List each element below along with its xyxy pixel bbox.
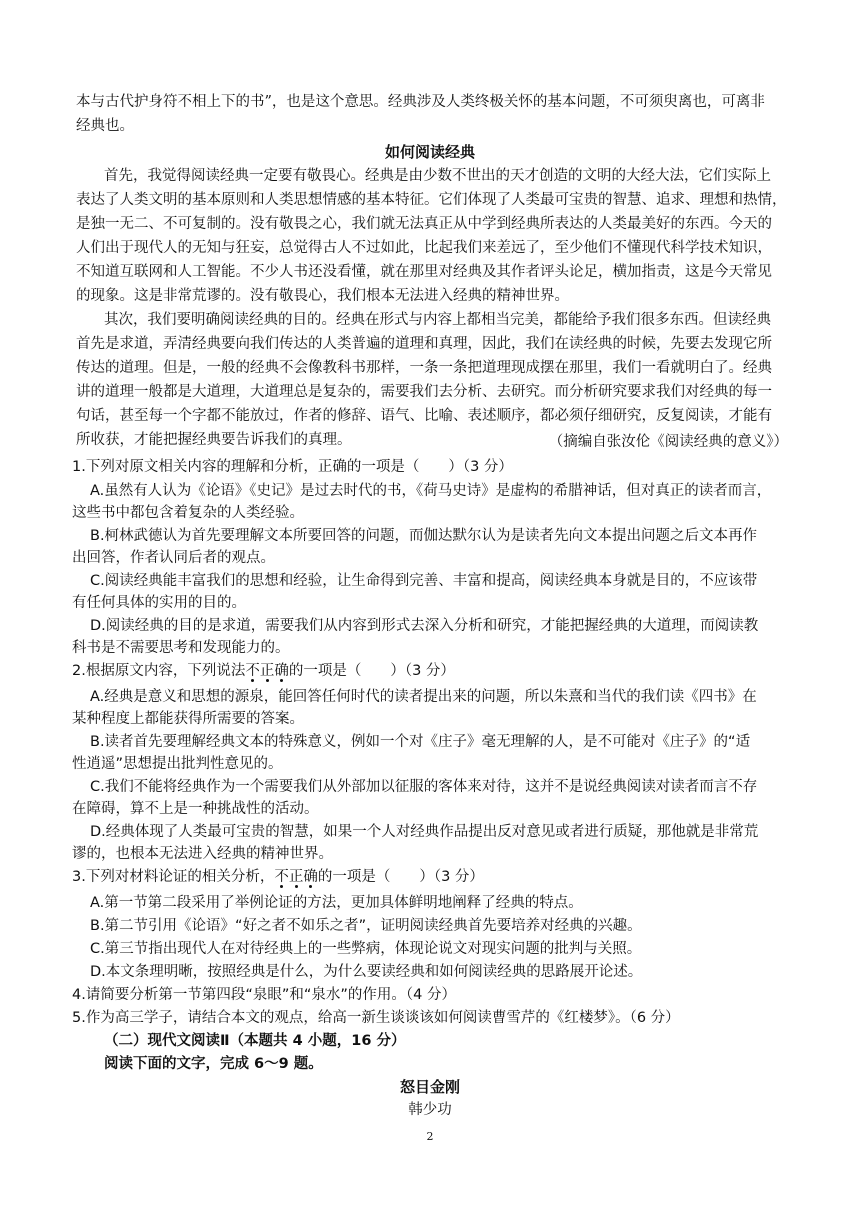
question-2-option-a: A.经典是意义和思想的源泉，能回答任何时代的读者提出来的问题，所以朱熹和当代的我们读《四书》在 [90, 689, 757, 705]
emphasis-dot: 不 [245, 663, 260, 679]
part2-instruction: 阅读下面的文字，完成 6～9 题。 [104, 1056, 323, 1072]
para1-line-1: 首先，我觉得阅读经典一定要有敬畏心。经典是由少数不世出的天才创造的文明的大经大法，它们实际上 [104, 168, 771, 184]
para1-line-5: 不知道互联网和人工智能。不少人书还没看懂，就在那里对经典及其作者评头论足，横加指责，这是今天常见 [76, 264, 772, 280]
intro-line-2: 经典也。 [76, 118, 134, 134]
question-1-option-d-cont: 科书是不需要思考和发现能力的。 [72, 640, 290, 656]
story-author: 韩少功 [408, 1102, 452, 1118]
source-citation: （摘编自张汝伦《阅读经典的意义》） [548, 434, 788, 450]
question-3-option-b: B.第二节引用《论语》“好之者不如乐之者”，证明阅读经典首先要培养对经典的兴趣。 [90, 918, 642, 934]
question-2-option-d: D.经典体现了人类最可宝贵的智慧，如果一个人对经典作品提出反对意见或者进行质疑，那他就是非常荒 [90, 824, 759, 840]
question-3-option-d: D.本文条理明晰，按照经典是什么，为什么要读经典和如何阅读经典的思路展开论述。 [90, 964, 643, 980]
para1-line-6: 的现象。这是非常荒谬的。没有敬畏心，我们根本无法进入经典的精神世界。 [76, 288, 569, 304]
question-2-option-a-cont: 某种程度上都能获得所需要的答案。 [72, 711, 304, 727]
story-title: 怒目金刚 [399, 1078, 460, 1096]
emphasis-dot: 正 [288, 869, 304, 885]
para2-line-4: 讲的道理一般都是大道理，大道理总是复杂的，需要我们去分析、去研究。而分析研究要求我们对经典的每一 [76, 384, 772, 400]
question-2-option-b-cont: 性逍遥”思想提出批判性意见的。 [72, 756, 283, 772]
question-1-option-c-cont: 有任何具体的实用的目的。 [72, 595, 246, 611]
para2-line-1: 其次，我们要明确阅读经典的目的。经典在形式与内容上都相当完美，都能给予我们很多东西。但读经典 [104, 312, 771, 328]
para2-line-6: 所收获，才能把握经典要告诉我们的真理。 [76, 432, 352, 448]
page-number: 2 [426, 1130, 434, 1143]
question-1-option-a-cont: 这些书中都包含着复杂的人类经验。 [72, 505, 304, 521]
question-1-option-b: B.柯林武德认为首先要理解文本所要回答的问题，而伽达默尔认为是读者先向文本提出问题之后文本再作 [90, 528, 758, 544]
emphasis-dot: 确 [303, 869, 318, 885]
question-3-stem: 3.下列对材料论证的相关分析，不正确的一项是（ ）（3 分） [72, 869, 484, 885]
question-1-stem: 1.下列对原文相关内容的理解和分析，正确的一项是（ ）（3 分） [72, 459, 513, 475]
question-1-option-b-cont: 出回答，作者认同后者的观点。 [72, 550, 275, 566]
question-3-option-a: A.第一节第二段采用了举例论证的方法，更加具体鲜明地阐释了经典的特点。 [90, 895, 583, 911]
question-2-option-d-cont: 谬的，也根本无法进入经典的精神世界。 [72, 846, 333, 862]
emphasis-dot: 正 [259, 663, 275, 679]
para2-line-5: 句话，甚至每一个字都不能放过，作者的修辞、语气、比喻、表述顺序，都必须仔细研究，反复阅读，才能有 [76, 408, 772, 424]
question-1-option-c: C.阅读经典能丰富我们的思想和经验，让生命得到完善、丰富和提高，阅读经典本身就是目的，不应该带 [90, 573, 758, 589]
para2-line-3: 传达的道理。但是，一般的经典不会像教科书那样，一条一条把道理现成摆在那里，我们一看就明白了。经典 [76, 360, 772, 376]
emphasis-dot: 确 [274, 663, 289, 679]
question-3-option-c: C.第三节指出现代人在对待经典上的一些弊病，体现论说文对现实问题的批判与关照。 [90, 941, 642, 957]
part2-heading: （二）现代文阅读Ⅱ（本题共 4 小题，16 分） [104, 1033, 406, 1049]
question-2-option-b: B.读者首先要理解经典文本的特殊意义，例如一个对《庄子》毫无理解的人，是不可能对《庄子》的“适 [90, 734, 751, 750]
question-2-option-c: C.我们不能将经典作为一个需要我们从外部加以征服的客体来对待，这并不是说经典阅读对读者而言不存 [90, 779, 758, 795]
para1-line-2: 表达了人类文明的基本原则和人类思想情感的基本特征。它们体现了人类最可宝贵的智慧、追求、理想和热情， [76, 192, 787, 208]
para2-line-2: 首先是求道，弄清经典要向我们传达的人类普遍的道理和真理，因此，我们在读经典的时候，先要去发现它所 [76, 336, 772, 352]
question-1-option-a: A.虽然有人认为《论语》《史记》是过去时代的书，《荷马史诗》是虚构的希腊神话，但对真正的读者而言， [90, 483, 772, 499]
section-title: 如何阅读经典 [384, 143, 475, 161]
emphasis-dot: 不 [274, 869, 289, 885]
question-1-option-d: D.阅读经典的目的是求道，需要我们从内容到形式去深入分析和研究，才能把握经典的大道理，而阅读教 [90, 618, 759, 634]
para1-line-4: 人们出于现代人的无知与狂妄，总觉得古人不过如此，比起我们来差远了，至少他们不懂现代科学技术知识， [76, 240, 772, 256]
question-2-stem: 2.根据原文内容，下列说法不正确的一项是（ ）（3 分） [72, 663, 455, 679]
question-2-option-c-cont: 在障碍，算不上是一种挑战性的活动。 [72, 801, 319, 817]
intro-line-1: 本与古代护身符不相上下的书”，也是这个意思。经典涉及人类终极关怀的基本问题，不可须臾离也，可离非 [76, 94, 765, 110]
question-5: 5.作为高三学子，请结合本文的观点，给高一新生谈谈该如何阅读曹雪芹的《红楼梦》。（6 分） [72, 1010, 680, 1026]
question-4: 4.请简要分析第一节第四段“泉眼”和“泉水”的作用。（4 分） [72, 987, 456, 1003]
para1-line-3: 是独一无二、不可复制的。没有敬畏之心，我们就无法真正从中学到经典所表达的人类最美好的东西。今天的 [76, 216, 772, 232]
